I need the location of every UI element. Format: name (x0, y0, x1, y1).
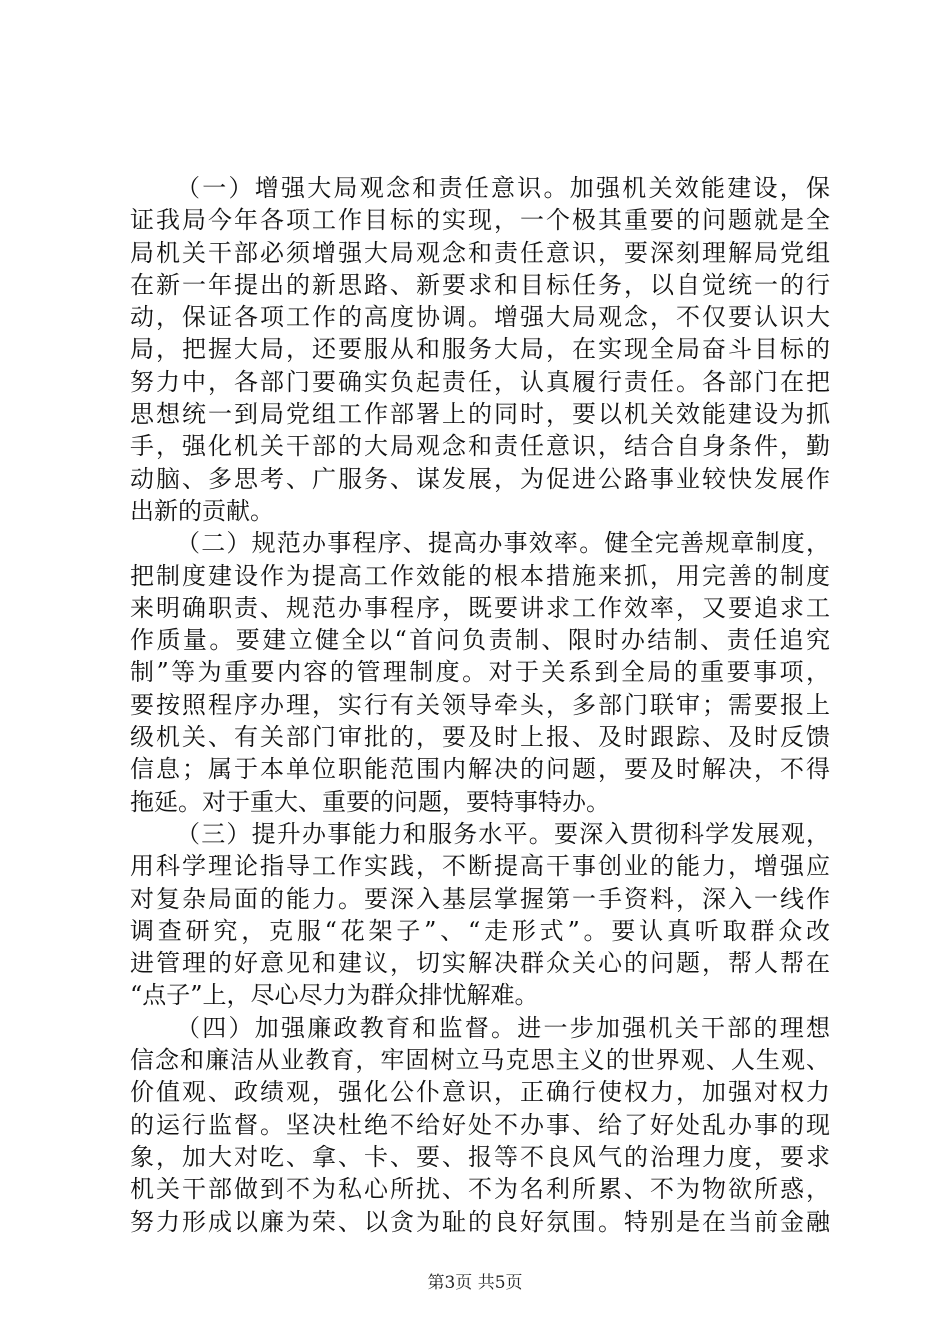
text-line: 努力形成以廉为荣、以贪为耻的良好氛围。特别是在当前金融 (130, 1207, 830, 1236)
text-line: 作质量。要建立健全以“首问负责制、限时办结制、责任追究 (130, 626, 830, 655)
text-line: 在新一年提出的新思路、新要求和目标任务，以自觉统一的行 (130, 270, 830, 299)
paragraph (130, 172, 830, 527)
paragraph (130, 527, 830, 818)
text-line: 局机关干部必须增强大局观念和责任意识，要深刻理解局党组 (130, 238, 830, 267)
paragraph (130, 818, 830, 1012)
text-line: 手，强化机关干部的大局观念和责任意识，结合自身条件，勤 (130, 432, 830, 461)
text-line: （二）规范办事程序、提高办事效率。健全完善规章制度， (176, 529, 830, 558)
document-body (130, 172, 830, 1238)
text-line: 制”等为重要内容的管理制度。对于关系到全局的重要事项， (130, 658, 830, 687)
text-line: 的运行监督。坚决杜绝不给好处不办事、给了好处乱办事的现 (130, 1110, 830, 1139)
text-line: （四）加强廉政教育和监督。进一步加强机关干部的理想 (176, 1013, 830, 1042)
text-line: 级机关、有关部门审批的，要及时上报、及时跟踪、及时反馈 (130, 723, 830, 752)
text-line: 出新的贡献。 (130, 496, 274, 525)
text-line: 进管理的好意见和建议，切实解决群众关心的问题，帮人帮在 (130, 949, 830, 978)
page-number-label: 第3页 共5页 (427, 1273, 523, 1293)
text-line: 证我局今年各项工作目标的实现，一个极其重要的问题就是全 (130, 206, 830, 235)
text-line: 拖延。对于重大、重要的问题，要特事特办。 (130, 787, 610, 816)
text-line: 机关干部做到不为私心所扰、不为名利所累、不为物欲所惑， (130, 1175, 830, 1204)
text-line: 动脑、多思考、广服务、谋发展，为促进公路事业较快发展作 (130, 464, 830, 493)
text-line: 思想统一到局党组工作部署上的同时，要以机关效能建设为抓 (130, 400, 830, 429)
text-line: “点子”上，尽心尽力为群众排忧解难。 (130, 981, 539, 1010)
text-line: 调查研究，克服“花架子”、“走形式”。要认真听取群众改 (130, 916, 830, 945)
text-line: 来明确职责、规范办事程序，既要讲求工作效率，又要追求工 (130, 593, 830, 622)
text-line: 动，保证各项工作的高度协调。增强大局观念，不仅要认识大 (130, 303, 830, 332)
page-footer (0, 1268, 950, 1293)
text-line: 对复杂局面的能力。要深入基层掌握第一手资料，深入一线作 (130, 884, 830, 913)
text-line: 信息；属于本单位职能范围内解决的问题，要及时解决，不得 (130, 755, 830, 784)
paragraph (130, 1012, 830, 1238)
text-line: 局，把握大局，还要服从和服务大局，在实现全局奋斗目标的 (130, 335, 830, 364)
text-line: 努力中，各部门要确实负起责任，认真履行责任。各部门在把 (130, 367, 830, 396)
text-line: （三）提升办事能力和服务水平。要深入贯彻科学发展观， (176, 819, 830, 848)
text-line: 信念和廉洁从业教育，牢固树立马克思主义的世界观、人生观、 (130, 1046, 830, 1075)
text-line: 象，加大对吃、拿、卡、要、报等不良风气的治理力度，要求 (130, 1142, 830, 1171)
text-line: （一）增强大局观念和责任意识。加强机关效能建设，保 (176, 174, 830, 202)
text-line: 用科学理论指导工作实践，不断提高干事创业的能力，增强应 (130, 852, 830, 881)
text-line: 要按照程序办理，实行有关领导牵头，多部门联审；需要报上 (130, 690, 830, 719)
text-line: 价值观、政绩观，强化公仆意识，正确行使权力，加强对权力 (130, 1078, 830, 1107)
text-line: 把制度建设作为提高工作效能的根本措施来抓，用完善的制度 (130, 561, 830, 590)
